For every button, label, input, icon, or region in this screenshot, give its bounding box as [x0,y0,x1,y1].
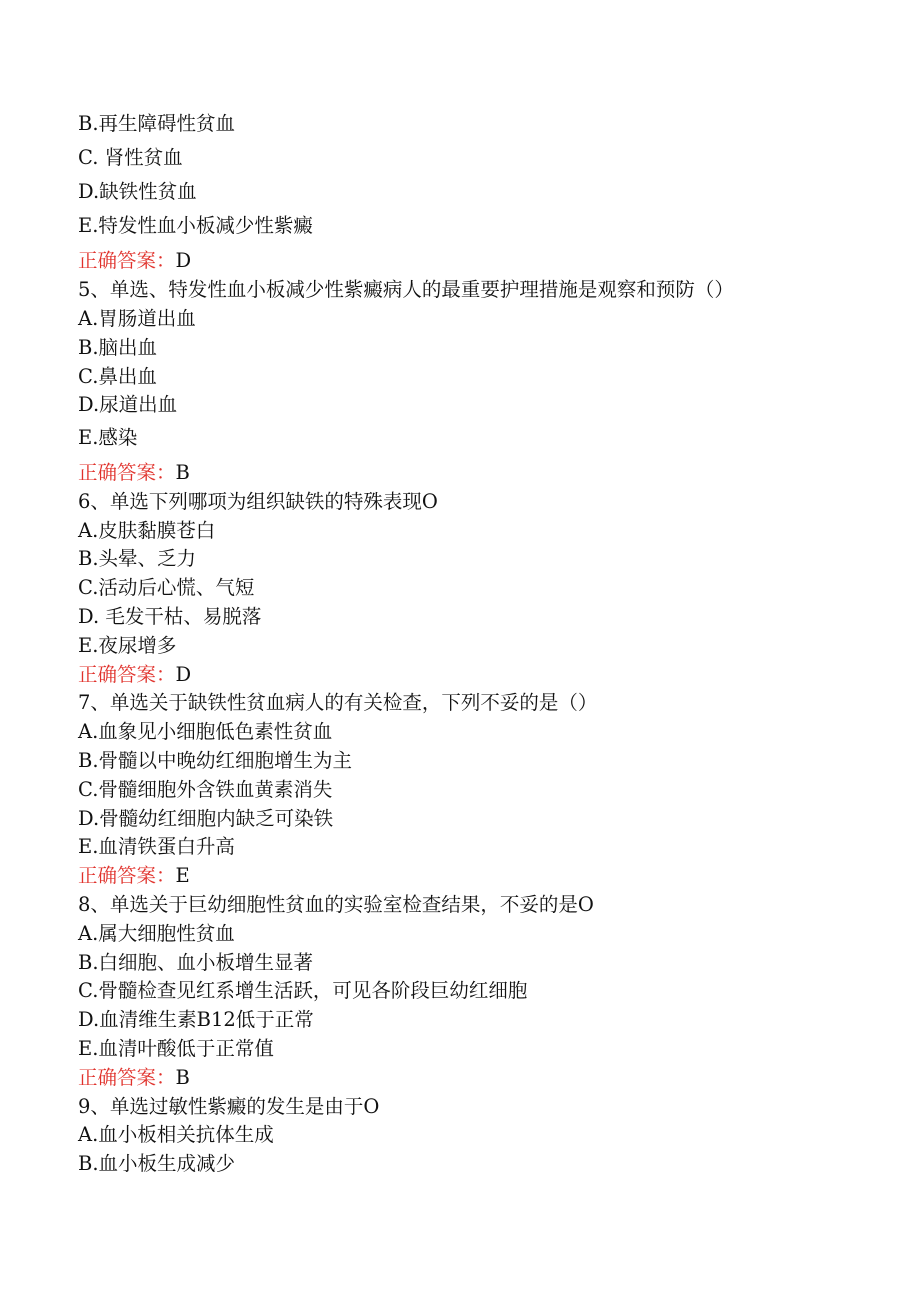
answer-label: 正确答案： [78,663,176,686]
option-line: C.骨髓细胞外含铁血黄素消失 [78,778,333,801]
option-line: B.白细胞、血小板增生显著 [78,951,314,974]
question-line: 7、单选关于缺铁性贫血病人的有关检查，下列不妥的是（） [78,691,598,714]
option-line: D.缺铁性贫血 [78,180,197,203]
option-line: D.血清维生素B12低于正常 [78,1008,314,1031]
option-line: B.骨髓以中晚幼红细胞增生为主 [78,749,353,772]
option-line: B.头晕、乏力 [78,547,197,570]
option-line: D.尿道出血 [78,393,178,416]
answer-line [78,461,190,485]
option-line: A.胃肠道出血 [78,307,196,330]
option-line: E.血清叶酸低于正常值 [78,1037,274,1060]
option-line: A.皮肤黏膜苍白 [78,519,216,542]
option-line: B.再生障碍性贫血 [78,112,236,135]
option-line: B.脑出血 [78,336,158,359]
question-line: 5、单选、特发性血小板减少性紫癜病人的最重要护理措施是观察和预防（） [78,278,734,301]
answer-value: B [175,461,190,484]
answer-value: E [175,864,190,887]
answer-line [78,663,191,687]
answer-value: D [175,249,192,272]
question-line: 8、单选关于巨幼细胞性贫血的实验室检查结果，不妥的是O [78,893,594,916]
answer-line [78,1066,190,1090]
answer-value: B [175,1066,190,1089]
answer-line [78,864,190,888]
option-line: E.感染 [78,426,138,449]
answer-value: D [175,663,192,686]
option-line: C. 肾性贫血 [78,146,183,169]
answer-label: 正确答案： [78,1066,176,1089]
answer-label: 正确答案： [78,461,176,484]
answer-label: 正确答案： [78,864,176,887]
option-line: E.特发性血小板减少性紫癜 [78,214,313,237]
question-line: 9、单选过敏性紫癜的发生是由于O [78,1095,380,1118]
option-line: A.属大细胞性贫血 [78,922,235,945]
option-line: E.血清铁蛋白升高 [78,835,235,858]
option-line: C.活动后心慌、气短 [78,576,255,599]
question-line: 6、单选下列哪项为组织缺铁的特殊表现O [78,490,438,513]
option-line: B.血小板生成减少 [78,1152,236,1175]
option-line: C.鼻出血 [78,365,157,388]
option-line: A.血小板相关抗体生成 [78,1123,274,1146]
option-line: A.血象见小细胞低色素性贫血 [78,720,333,743]
option-line: D. 毛发干枯、易脱落 [78,605,262,628]
option-line: D.骨髓幼红细胞内缺乏可染铁 [78,807,334,830]
option-line: C.骨髓检查见红系增生活跃，可见各阶段巨幼红细胞 [78,979,528,1002]
answer-label: 正确答案： [78,249,176,272]
answer-line [78,249,191,273]
option-line: E.夜尿增多 [78,634,177,657]
